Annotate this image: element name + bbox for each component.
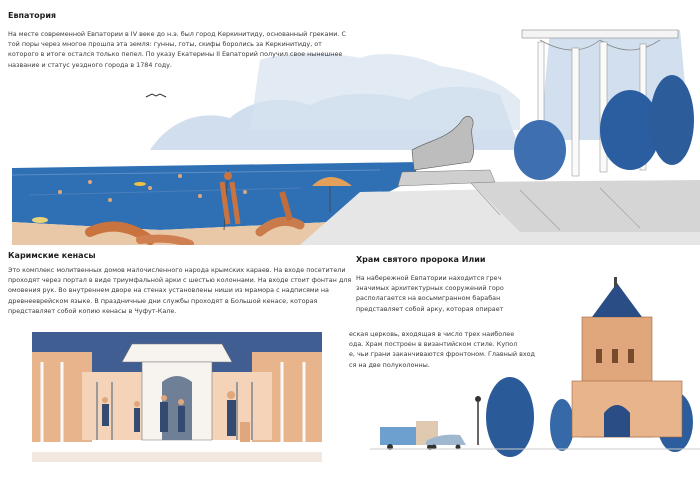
section-text-evpatoria — [8, 29, 378, 70]
section-title-evpatoria: Евпатория — [8, 11, 57, 20]
section-title-ilia: Храм святого пророка Илии — [356, 255, 486, 264]
text-line: которого в итоге остался только пепел. По указу Екатерины II Евпаторий получил свое нынешнее — [8, 50, 343, 59]
section-text-ilia-top — [356, 273, 506, 314]
text-line: ода. Храм построен в византийском стиле. Купол — [349, 340, 518, 349]
text-line: проходят через портал в виде триумфальной арки с шестью колоннами. На входе стоит фонтан для — [8, 276, 352, 285]
text-line: е, чьи грани заканчиваются фронтоном. Главный вход — [349, 350, 535, 359]
text-line: той поры через многое прошла эта земля: гунны, готы, скифы боролись за Керкинитиду, от — [8, 40, 322, 49]
text-line: представляет собой арку, которая опирает — [356, 304, 504, 313]
text-line: На набережной Евпатории находится греч — [356, 274, 502, 282]
text-line: располагается на восьмигранном барабан — [356, 294, 501, 303]
text-line: Это комплекс молитвенных домов малочисленного народа крымских караев. На входе посетители — [8, 266, 346, 274]
text-line: На месте современной Евпатории в IV веке до н.э. был город Керкинитиду, основанный греками. С — [8, 30, 346, 38]
kenasa-illustration — [22, 322, 332, 462]
text-line: ся на две полуколонны. — [349, 360, 430, 369]
text-line: омовения рук. Во внутреннем дворе на стенах установлены ниши из мрамора с надписями на — [8, 286, 329, 295]
text-line: еская церковь, входящая в число трех наиболее — [349, 330, 515, 338]
text-line: представляет собой копию кенасы в Чуфут-Кале. — [8, 306, 177, 315]
text-line: значимых архитектурных сооружений горо — [356, 284, 504, 293]
text-line: древнееврейском языке. В праздничные дни службы проходят в Большой кенасе, которая — [8, 296, 318, 305]
section-text-kenasy — [8, 265, 353, 316]
section-text-ilia-bottom — [349, 329, 544, 370]
section-title-kenasy: Каримские кенасы — [8, 251, 96, 260]
text-line: название и статус уездного города в 1784 году. — [8, 60, 172, 69]
